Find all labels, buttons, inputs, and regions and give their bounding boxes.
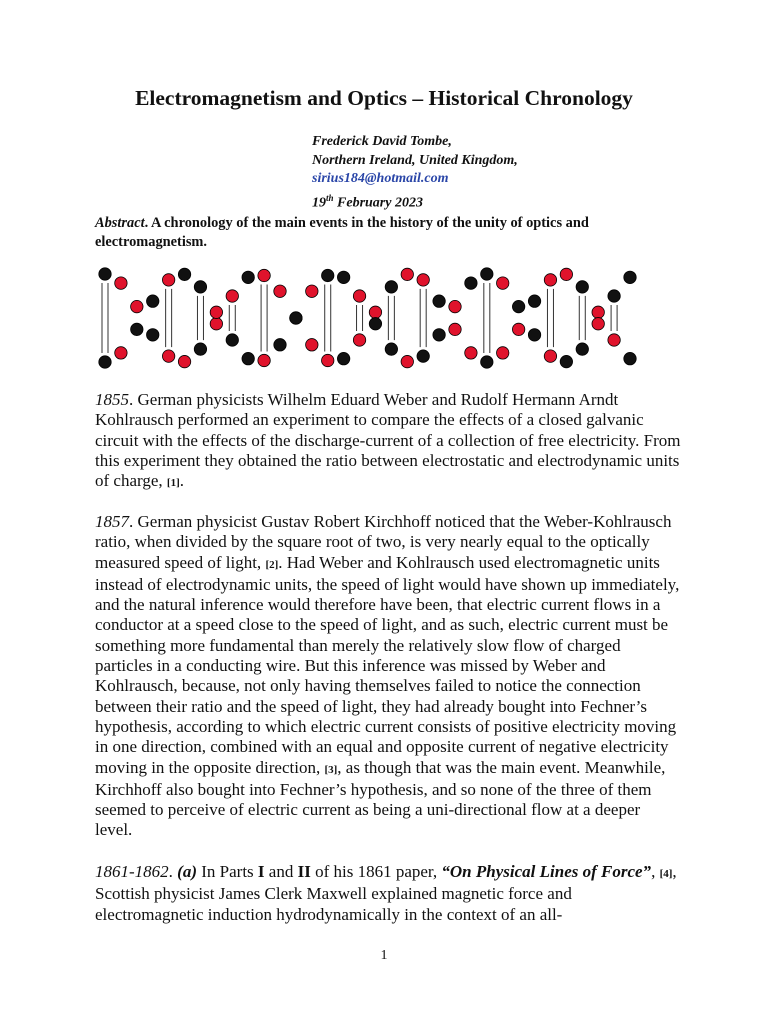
abstract [95, 214, 675, 251]
helix-bead [226, 334, 238, 346]
helix-bead [465, 347, 477, 359]
helix-bead [497, 347, 509, 359]
abstract-label: Abstract [95, 215, 145, 231]
double-helix-illustration [95, 262, 640, 374]
helix-bead [322, 354, 334, 366]
abstract-text: . A chronology of the main events in the history of the unity of optics and electromagnetism. [95, 215, 589, 250]
helix-bead [194, 281, 206, 293]
page-number: 1 [380, 948, 388, 963]
helix-bead [544, 274, 556, 286]
helix-bead [417, 350, 429, 362]
author-block [312, 133, 518, 213]
helix-bead [481, 356, 493, 368]
helix-bead [528, 329, 540, 341]
helix-bead [178, 268, 190, 280]
helix-bead [258, 354, 270, 366]
helix-bead [210, 318, 222, 330]
helix-bead [226, 290, 238, 302]
helix-bead [242, 271, 254, 283]
helix-bead [433, 295, 445, 307]
helix-bead [115, 347, 127, 359]
reference-link[interactable]: [2] [265, 558, 279, 571]
helix-bead [274, 339, 286, 351]
helix-bead [592, 318, 604, 330]
helix-bead [624, 352, 636, 364]
helix-bead [258, 269, 270, 281]
helix-bead [369, 306, 381, 318]
helix-bead [115, 277, 127, 289]
helix-bead [353, 290, 365, 302]
entry-year: 1857 [95, 512, 129, 531]
helix-bead [306, 339, 318, 351]
helix-bead [162, 274, 174, 286]
helix-bead [544, 350, 556, 362]
helix-bead [560, 355, 572, 367]
cited-paper-title: “On Physical Lines of Force” [441, 862, 652, 881]
entry-1857: 1857. German physicist Gustav Robert Kirchhoff noticed that the Weber-Kohlrausch ratio, when divided by the square root of two, is very nearly equal to the optically measured speed of light, [2]. Had Weber and Kohlrausch used electromagnetic units instead of electrodynamic units, the speed of light would have shown up immediately, and the natural inference would therefore have been, that electric current flows in a conductor at a speed close to the speed of light, and as such, electric current must be something more fundamental than merely the relatively slow flow of charged particles in a conducting wire. But this inference was missed by Weber and Kohlrausch, because, not only having themselves failed to notice the connection between their ratio and the speed of light, they had already bought into Fechner’s hypothesis, according to which electric current consists of positive electricity moving in one direction, combined with an equal and opposite current of negative electricity moving in the opposite direction, [3], as though that was the main event. Meanwhile, Kirchhoff also bought into Fechner’s hypothesis, and so none of the three of them seemed to perceive of electric current as being a uni-directional flow at a deeper level. [95, 512, 680, 840]
author-location: Northern Ireland, United Kingdom, [312, 152, 518, 168]
helix-bead [576, 343, 588, 355]
helix-bead [512, 323, 524, 335]
helix-bead [353, 334, 365, 346]
publication-date: 19th February 2023 [312, 192, 423, 211]
helix-bead [449, 300, 461, 312]
entry-year: 1855 [95, 390, 129, 409]
helix-bead [242, 352, 254, 364]
helix-bead [290, 312, 302, 324]
helix-bead [369, 318, 381, 330]
helix-bead [147, 329, 159, 341]
helix-bead [608, 334, 620, 346]
paper-title: Electromagnetism and Optics – Historical Chronology [135, 86, 633, 110]
helix-bead [576, 281, 588, 293]
helix-bead [99, 268, 111, 280]
helix-bead [497, 277, 509, 289]
entry-1855: 1855. German physicists Wilhelm Eduard Weber and Rudolf Hermann Arndt Kohlrausch performed an experiment to compare the effects of a closed galvanic circuit with the effects of the discharge-current of a collection of free electricity. From this experiment they obtained the ratio between electrostatic and electrodynamic units of charge, [1]. [95, 390, 681, 491]
helix-bead [131, 300, 143, 312]
helix-bead [194, 343, 206, 355]
helix-bead [131, 323, 143, 335]
helix-bead [481, 268, 493, 280]
helix-bead [401, 268, 413, 280]
helix-bead [560, 268, 572, 280]
reference-link[interactable]: [4] [659, 868, 673, 880]
author-name: Frederick David Tombe, [312, 134, 452, 149]
entry-year: 1861-1862 [95, 862, 169, 881]
helix-bead [337, 271, 349, 283]
author-email-link[interactable]: sirius184@hotmail.com [312, 171, 449, 186]
helix-bead [147, 295, 159, 307]
reference-link[interactable]: [1] [166, 477, 180, 490]
helix-bead [592, 306, 604, 318]
helix-bead [512, 300, 524, 312]
helix-bead [528, 295, 540, 307]
helix-bead [385, 343, 397, 355]
helix-bead [401, 355, 413, 367]
helix-bead [433, 329, 445, 341]
helix-bead [337, 352, 349, 364]
helix-bead [385, 281, 397, 293]
reference-link[interactable]: [3] [324, 763, 338, 776]
helix-bead [322, 269, 334, 281]
helix-bead [99, 356, 111, 368]
helix-bead [162, 350, 174, 362]
entry-1861-1862: 1861-1862. (a) In Parts I and II of his 1861 paper, “On Physical Lines of Force”, [4], Scottish physicist James Clerk Maxwell explained magnetic force and electromagnetic induction hydrodynamically in the context of an all- [95, 862, 677, 924]
part-label: (a) [177, 862, 197, 881]
helix-bead [274, 285, 286, 297]
helix-bead [624, 271, 636, 283]
helix-bead [417, 274, 429, 286]
helix-bead [608, 290, 620, 302]
helix-bead [178, 355, 190, 367]
helix-bead [449, 323, 461, 335]
helix-bead [210, 306, 222, 318]
helix-bead [306, 285, 318, 297]
helix-bead [465, 277, 477, 289]
